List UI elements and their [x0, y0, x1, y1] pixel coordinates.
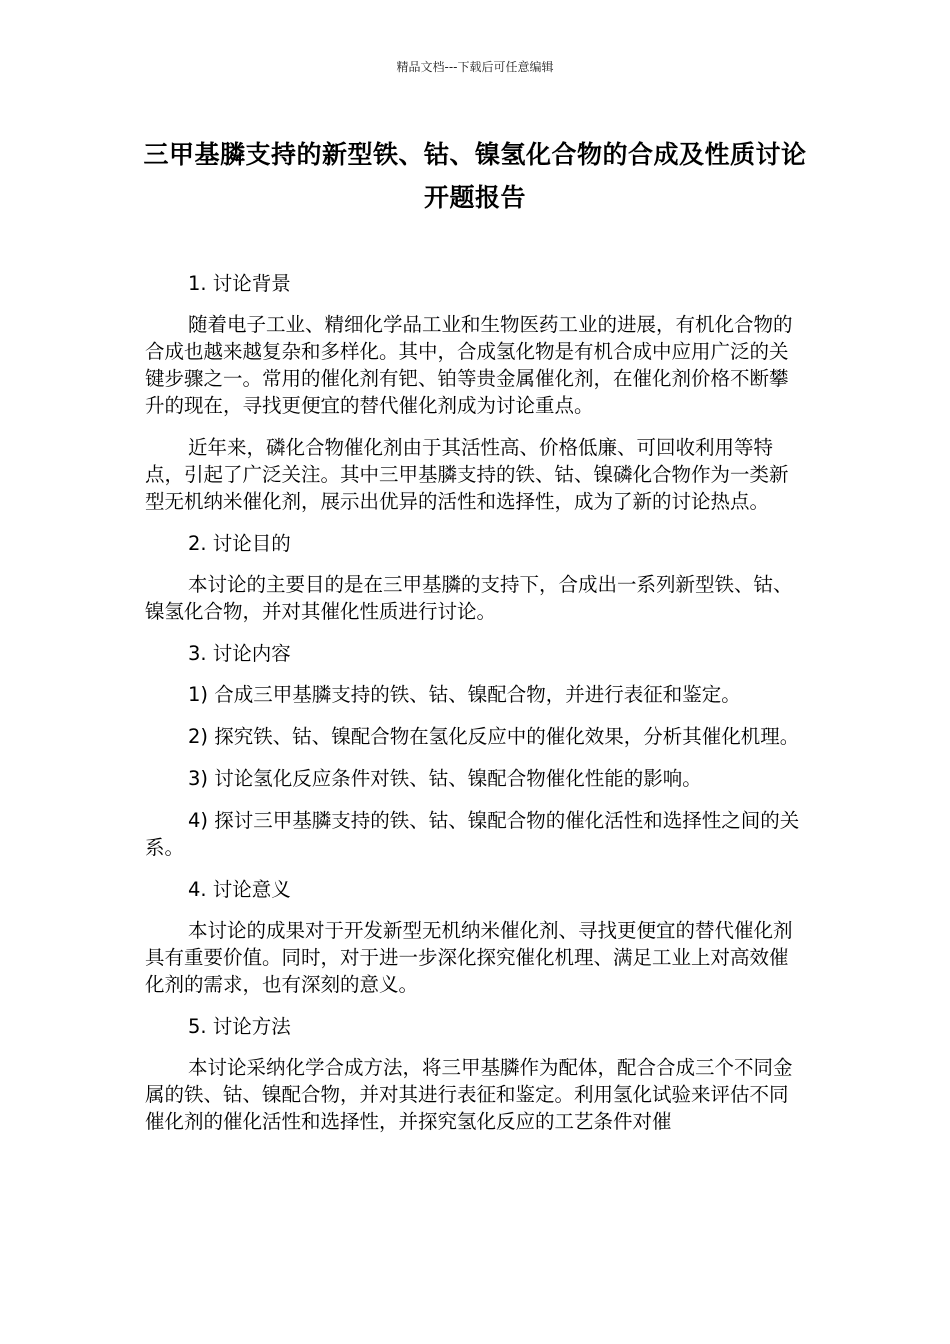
- paragraph: 本讨论采纳化学合成方法，将三甲基膦作为配体，配合合成三个不同金属的铁、钴、镍配合物，并对其进行表征和鉴定。利用氢化试验来评估不同催化剂的催化活性和选择性，并探究氢化反应的工艺条件对催: [145, 1056, 793, 1133]
- section-heading-content: 3. 讨论内容: [188, 642, 291, 665]
- list-item: 2) 探究铁、钴、镍配合物在氢化反应中的催化效果，分析其催化机理。: [188, 725, 800, 748]
- list-item: 3) 讨论氢化反应条件对铁、钴、镍配合物催化性能的影响。: [188, 767, 702, 790]
- paragraph: 近年来，磷化合物催化剂由于其活性高、价格低廉、可回收利用等特点，引起了广泛关注。其中三甲基膦支持的铁、钴、镍磷化合物作为一类新型无机纳米催化剂，展示出优异的活性和选择性，成为了新的讨论热点。: [145, 436, 789, 513]
- header-note: 精品文档---下载后可任意编辑: [396, 60, 554, 74]
- list-item: 4) 探讨三甲基膦支持的铁、钴、镍配合物的催化活性和选择性之间的关系。: [145, 809, 800, 859]
- list-item: 1) 合成三甲基膦支持的铁、钴、镍配合物，并进行表征和鉴定。: [188, 683, 741, 706]
- section-heading-purpose: 2. 讨论目的: [188, 532, 291, 555]
- document-title: 三甲基膦支持的新型铁、钴、镍氢化合物的合成及性质讨论开题报告: [143, 140, 807, 212]
- section-heading-background: 1. 讨论背景: [188, 272, 291, 295]
- paragraph: 随着电子工业、精细化学品工业和生物医药工业的进展，有机化合物的合成也越来越复杂和多样化。其中，合成氢化物是有机合成中应用广泛的关键步骤之一。常用的催化剂有钯、铂等贵金属催化剂，在催化剂价格不断攀升的现在，寻找更便宜的替代催化剂成为讨论重点。: [145, 313, 793, 417]
- section-heading-significance: 4. 讨论意义: [188, 878, 291, 901]
- paragraph: 本讨论的主要目的是在三甲基膦的支持下，合成出一系列新型铁、钴、镍氢化合物，并对其催化性质进行讨论。: [145, 573, 793, 623]
- section-heading-method: 5. 讨论方法: [188, 1015, 291, 1038]
- paragraph: 本讨论的成果对于开发新型无机纳米催化剂、寻找更便宜的替代催化剂具有重要价值。同时，对于进一步深化探究催化机理、满足工业上对高效催化剂的需求，也有深刻的意义。: [145, 919, 793, 996]
- document-body: [145, 270, 805, 1150]
